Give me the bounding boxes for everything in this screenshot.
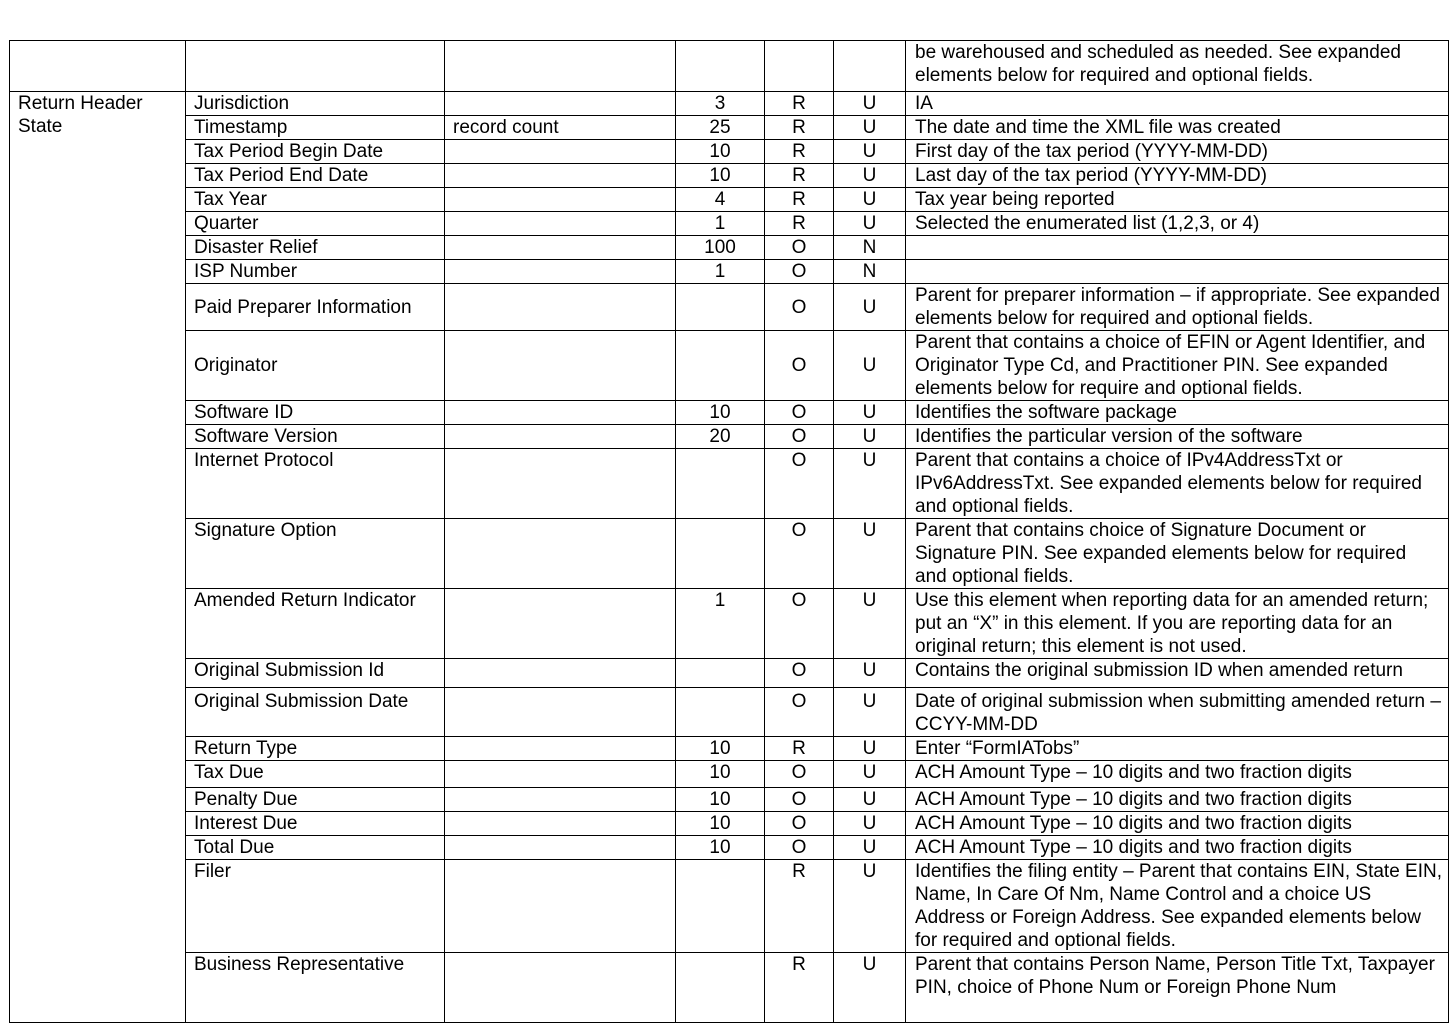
description-cell: The date and time the XML file was created xyxy=(906,116,1449,140)
required-cell: R xyxy=(765,116,834,140)
required-cell: R xyxy=(765,953,834,1023)
description-cell xyxy=(906,236,1449,260)
description-cell: Use this element when reporting data for an amended return; put an “X” in this element. If you are reporting data for an original return; this element is not used. xyxy=(906,589,1449,659)
required-cell: O xyxy=(765,425,834,449)
table-row xyxy=(10,953,1449,1023)
length-cell: 1 xyxy=(676,212,765,236)
attribute-cell xyxy=(445,659,676,688)
table-row xyxy=(10,519,1449,589)
table-row xyxy=(10,788,1449,812)
required-cell: O xyxy=(765,659,834,688)
description-cell xyxy=(906,260,1449,284)
attribute-cell xyxy=(445,260,676,284)
length-cell xyxy=(676,331,765,401)
required-cell: O xyxy=(765,401,834,425)
element-name: Timestamp xyxy=(186,116,445,140)
element-name: Original Submission Date xyxy=(186,688,445,737)
type-cell: U xyxy=(834,92,906,116)
length-cell xyxy=(676,284,765,331)
length-cell: 1 xyxy=(676,589,765,659)
required-cell: O xyxy=(765,761,834,788)
attribute-cell xyxy=(445,449,676,519)
element-name: Tax Period End Date xyxy=(186,164,445,188)
type-cell: N xyxy=(834,236,906,260)
length-cell: 20 xyxy=(676,425,765,449)
attribute-cell xyxy=(445,761,676,788)
element-name: Software Version xyxy=(186,425,445,449)
length-cell xyxy=(676,659,765,688)
type-cell: U xyxy=(834,688,906,737)
attribute-cell xyxy=(445,688,676,737)
table-row xyxy=(10,212,1449,236)
length-cell: 100 xyxy=(676,236,765,260)
type-cell: U xyxy=(834,761,906,788)
type-cell: N xyxy=(834,260,906,284)
attribute-cell xyxy=(445,589,676,659)
type-cell: U xyxy=(834,140,906,164)
element-name: Disaster Relief xyxy=(186,236,445,260)
table-row xyxy=(10,836,1449,860)
element-name: Tax Due xyxy=(186,761,445,788)
element-name: Paid Preparer Information xyxy=(186,284,445,331)
element-name: Total Due xyxy=(186,836,445,860)
table-row xyxy=(10,401,1449,425)
type-cell: U xyxy=(834,788,906,812)
table-row xyxy=(10,737,1449,761)
length-cell xyxy=(676,860,765,953)
attribute-cell xyxy=(445,92,676,116)
type-cell: U xyxy=(834,164,906,188)
type-cell: U xyxy=(834,659,906,688)
table-row xyxy=(10,92,1449,116)
description-cell: Identifies the particular version of the software xyxy=(906,425,1449,449)
attribute-cell xyxy=(445,331,676,401)
element-name: Penalty Due xyxy=(186,788,445,812)
type-cell: U xyxy=(834,116,906,140)
element-name: Filer xyxy=(186,860,445,953)
description-cell: Parent for preparer information – if appropriate. See expanded elements below for required and optional fields. xyxy=(906,284,1449,331)
attribute-cell xyxy=(445,812,676,836)
description-cell: be warehoused and scheduled as needed. See expanded elements below for required and optional fields. xyxy=(906,41,1449,92)
required-cell: O xyxy=(765,236,834,260)
description-cell: Selected the enumerated list (1,2,3, or 4) xyxy=(906,212,1449,236)
attribute-cell xyxy=(445,188,676,212)
type-cell: U xyxy=(834,953,906,1023)
description-cell: Parent that contains a choice of EFIN or Agent Identifier, and Originator Type Cd, and Practitioner PIN. See expanded elements below for require and optional fields. xyxy=(906,331,1449,401)
length-cell: 10 xyxy=(676,401,765,425)
type-cell: U xyxy=(834,836,906,860)
element-name: Quarter xyxy=(186,212,445,236)
element-name: Interest Due xyxy=(186,812,445,836)
description-cell: First day of the tax period (YYYY-MM-DD) xyxy=(906,140,1449,164)
length-cell xyxy=(676,953,765,1023)
table-row xyxy=(10,449,1449,519)
required-cell: R xyxy=(765,860,834,953)
required-cell: O xyxy=(765,284,834,331)
description-cell: ACH Amount Type – 10 digits and two fraction digits xyxy=(906,761,1449,788)
type-cell: U xyxy=(834,284,906,331)
required-cell: O xyxy=(765,449,834,519)
type-cell: U xyxy=(834,425,906,449)
required-cell: R xyxy=(765,737,834,761)
description-cell: Parent that contains a choice of IPv4AddressTxt or IPv6AddressTxt. See expanded elements below for required and optional fields. xyxy=(906,449,1449,519)
length-cell: 10 xyxy=(676,812,765,836)
required-cell: O xyxy=(765,331,834,401)
length-cell: 10 xyxy=(676,761,765,788)
type-cell: U xyxy=(834,212,906,236)
description-cell: Tax year being reported xyxy=(906,188,1449,212)
attribute-cell xyxy=(445,788,676,812)
table-row xyxy=(10,260,1449,284)
length-cell: 1 xyxy=(676,260,765,284)
length-cell: 10 xyxy=(676,140,765,164)
table-row xyxy=(10,688,1449,737)
attribute-cell xyxy=(445,425,676,449)
description-cell: ACH Amount Type – 10 digits and two fraction digits xyxy=(906,788,1449,812)
attribute-cell xyxy=(445,236,676,260)
element-name: Signature Option xyxy=(186,519,445,589)
type-cell xyxy=(834,41,906,92)
type-cell: U xyxy=(834,860,906,953)
description-cell: ACH Amount Type – 10 digits and two fraction digits xyxy=(906,812,1449,836)
required-cell: O xyxy=(765,260,834,284)
type-cell: U xyxy=(834,188,906,212)
description-cell: Parent that contains choice of Signature Document or Signature PIN. See expanded elements below for required and optional fields. xyxy=(906,519,1449,589)
description-cell: Parent that contains Person Name, Person Title Txt, Taxpayer PIN, choice of Phone Num or Foreign Phone Num xyxy=(906,953,1449,1023)
table-row xyxy=(10,331,1449,401)
attribute-cell xyxy=(445,212,676,236)
element-name: Internet Protocol xyxy=(186,449,445,519)
description-cell: IA xyxy=(906,92,1449,116)
length-cell: 3 xyxy=(676,92,765,116)
element-name: Return Type xyxy=(186,737,445,761)
group-cell xyxy=(10,41,186,92)
element-name: Jurisdiction xyxy=(186,92,445,116)
element-name: Tax Period Begin Date xyxy=(186,140,445,164)
required-cell: R xyxy=(765,212,834,236)
element-name: Software ID xyxy=(186,401,445,425)
description-cell: ACH Amount Type – 10 digits and two fraction digits xyxy=(906,836,1449,860)
attribute-cell xyxy=(445,284,676,331)
required-cell: R xyxy=(765,140,834,164)
element-cell xyxy=(186,41,445,92)
element-name: Originator xyxy=(186,331,445,401)
length-cell: 4 xyxy=(676,188,765,212)
type-cell: U xyxy=(834,812,906,836)
description-cell: Enter “FormIATobs” xyxy=(906,737,1449,761)
attribute-cell xyxy=(445,737,676,761)
required-cell: O xyxy=(765,688,834,737)
description-cell: Last day of the tax period (YYYY-MM-DD) xyxy=(906,164,1449,188)
type-cell: U xyxy=(834,737,906,761)
element-spec-table xyxy=(9,40,1449,1023)
required-cell: R xyxy=(765,92,834,116)
attribute-cell xyxy=(445,164,676,188)
length-cell: 10 xyxy=(676,164,765,188)
table-row xyxy=(10,188,1449,212)
length-cell: 10 xyxy=(676,836,765,860)
required-cell: R xyxy=(765,188,834,212)
table-row xyxy=(10,116,1449,140)
table-row xyxy=(10,659,1449,688)
length-cell: 25 xyxy=(676,116,765,140)
attribute-cell xyxy=(445,836,676,860)
table-row xyxy=(10,812,1449,836)
required-cell: O xyxy=(765,788,834,812)
element-name: Amended Return Indicator xyxy=(186,589,445,659)
table-row xyxy=(10,761,1449,788)
required-cell: O xyxy=(765,589,834,659)
table-row xyxy=(10,860,1449,953)
required-cell: R xyxy=(765,164,834,188)
required-cell: O xyxy=(765,836,834,860)
element-name: Business Representative xyxy=(186,953,445,1023)
description-cell: Contains the original submission ID when amended return xyxy=(906,659,1449,688)
required-cell: O xyxy=(765,812,834,836)
attribute-cell: record count xyxy=(445,116,676,140)
table-row xyxy=(10,284,1449,331)
type-cell: U xyxy=(834,589,906,659)
length-cell: 10 xyxy=(676,737,765,761)
element-name: Tax Year xyxy=(186,188,445,212)
table-row xyxy=(10,164,1449,188)
attribute-cell xyxy=(445,860,676,953)
description-cell: Date of original submission when submitting amended return – CCYY-MM-DD xyxy=(906,688,1449,737)
continued-row xyxy=(10,41,1449,92)
length-cell xyxy=(676,688,765,737)
length-cell: 10 xyxy=(676,788,765,812)
required-cell xyxy=(765,41,834,92)
description-cell: Identifies the filing entity – Parent that contains EIN, State EIN, Name, In Care Of Nm, Name Control and a choice US Address or Foreign Address. See expanded elements below for required and optional fields. xyxy=(906,860,1449,953)
table-row xyxy=(10,140,1449,164)
attribute-cell xyxy=(445,401,676,425)
attribute-cell xyxy=(445,41,676,92)
element-name: ISP Number xyxy=(186,260,445,284)
table-row xyxy=(10,425,1449,449)
description-cell: Identifies the software package xyxy=(906,401,1449,425)
length-cell xyxy=(676,41,765,92)
length-cell xyxy=(676,449,765,519)
type-cell: U xyxy=(834,331,906,401)
element-name: Original Submission Id xyxy=(186,659,445,688)
table-row xyxy=(10,589,1449,659)
type-cell: U xyxy=(834,449,906,519)
required-cell: O xyxy=(765,519,834,589)
group-label-cell: Return Header State xyxy=(10,92,186,1023)
table-row xyxy=(10,236,1449,260)
attribute-cell xyxy=(445,140,676,164)
length-cell xyxy=(676,519,765,589)
attribute-cell xyxy=(445,519,676,589)
attribute-cell xyxy=(445,953,676,1023)
type-cell: U xyxy=(834,519,906,589)
type-cell: U xyxy=(834,401,906,425)
